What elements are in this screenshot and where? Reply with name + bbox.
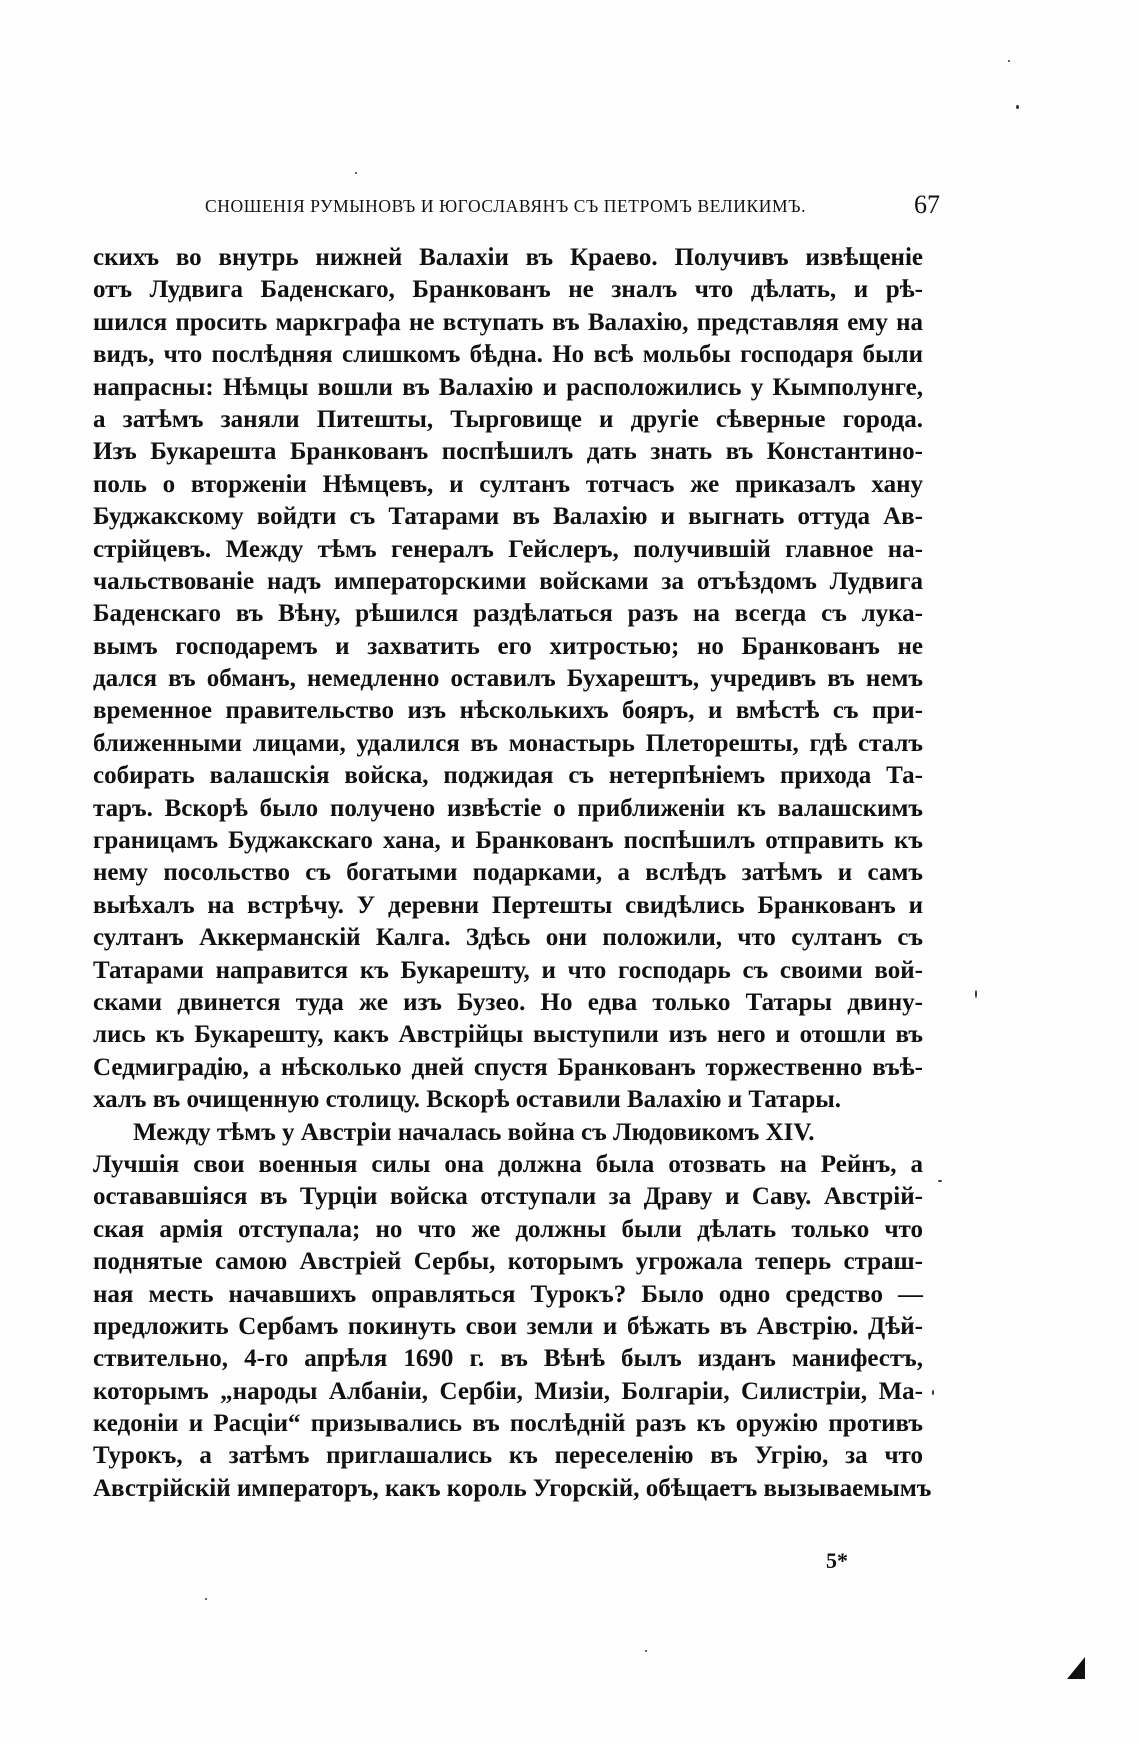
text-line: отъ Лудвига Баденскаго, Бранкованъ не зналъ что дѣлать, и рѣ- [93, 276, 923, 304]
print-speck [355, 172, 357, 174]
text-line: скихъ во внутрь нижней Валахіи въ Краево. Получивъ извѣщеніе [93, 244, 923, 271]
print-speck [975, 990, 977, 998]
text-line: выѣхалъ на встрѣчу. У деревни Пертешты свидѣлись Бранкованъ и [93, 891, 923, 919]
text-line: поль о вторженіи Нѣмцевъ, и султанъ тотчасъ же приказалъ хану [93, 470, 923, 498]
text-line: границамъ Буджакскаго хана, и Бранкованъ поспѣшилъ отправить къ [93, 827, 923, 855]
print-speck [938, 1180, 942, 1182]
text-line: сками двинется туда же изъ Бузео. Но едва только Татары двину- [93, 988, 923, 1016]
text-line: нему посольство съ богатыми подарками, а вслѣдъ затѣмъ и самъ [93, 859, 923, 887]
page-corner-mark [1067, 1657, 1085, 1679]
text-line: а затѣмъ заняли Питешты, Тырговище и другіе сѣверные города. [93, 405, 923, 433]
print-speck [932, 1390, 934, 1395]
text-line: стрійцевъ. Между тѣмъ генералъ Гейслеръ, получившій главное на- [93, 535, 923, 563]
text-line: Баденскаго въ Вѣну, рѣшился раздѣлаться разъ на всегда съ лука- [93, 600, 923, 628]
text-line: остававшіяся въ Турціи войска отступали за Драву и Саву. Австрій- [93, 1183, 923, 1211]
print-speck [1008, 60, 1010, 62]
running-title: СНОШЕНІЯ РУМЫНОВЪ И ЮГОСЛАВЯНЪ СЪ ПЕТРОМЪ ВЕЛИКИМЪ. [205, 196, 807, 216]
text-line: временное правительство изъ нѣсколькихъ бояръ, и вмѣстѣ съ при- [93, 697, 923, 725]
text-line: халъ въ очищенную столицу. Вскорѣ оставили Валахію и Татары. [93, 1086, 842, 1114]
text-line: ствительно, 4-го апрѣля 1690 г. въ Вѣнѣ былъ изданъ манифестъ, [93, 1345, 923, 1373]
text-line: собирать валашскія войска, поджидая съ нетерпѣніемъ прихода Та- [93, 762, 923, 790]
body-text [93, 242, 932, 1505]
text-line: Между тѣмъ у Австріи началась война съ Людовикомъ XIV. [133, 1118, 815, 1146]
text-line: Австрійскій императоръ, какъ король Угорскій, обѣщаетъ вызываемымъ [93, 1474, 932, 1502]
text-line: Седмиградію, а нѣсколько дней спустя Бранкованъ торжественно въѣ- [93, 1053, 923, 1081]
page-number: 67 [914, 190, 940, 219]
text-line: Изъ Букарешта Бранкованъ поспѣшилъ дать знать въ Константино- [93, 438, 923, 466]
text-line: напрасны: Нѣмцы вошли въ Валахію и расположились у Кымполунге, [93, 373, 923, 401]
text-line: вымъ господаремъ и захватить его хитростью; но Бранкованъ не [93, 632, 923, 660]
text-line: кедоніи и Расціи“ призывались въ послѣдній разъ къ оружію противъ [93, 1410, 923, 1438]
print-speck [205, 1598, 207, 1600]
text-line: чальствованіе надъ императорскими войсками за отъѣздомъ Лудвига [93, 567, 923, 595]
running-head [205, 190, 940, 226]
text-line: лись къ Букарешту, какъ Австрійцы выступили изъ него и отошли въ [93, 1021, 923, 1049]
print-speck [645, 1650, 647, 1652]
text-line: ближенными лицами, удалился въ монастырь Плеторешты, гдѣ сталъ [93, 729, 923, 757]
text-line: Буджакскому войдти съ Татарами въ Валахію и выгнать оттуда Ав- [93, 503, 923, 531]
text-line: видъ, что послѣдняя слишкомъ бѣдна. Но всѣ мольбы господаря были [93, 341, 923, 369]
text-line: которымъ „народы Албаніи, Сербіи, Мизіи, Болгаріи, Силистріи, Ма- [93, 1377, 923, 1405]
text-line: таръ. Вскорѣ было получено извѣстіе о приближеніи къ валашскимъ [93, 794, 923, 822]
printer-signature-mark: 5* [826, 1548, 848, 1573]
text-line: ная месть начавшихъ оправляться Турокъ? Было одно средство — [93, 1280, 923, 1308]
text-line: Турокъ, а затѣмъ приглашались къ переселенію въ Угрію, за что [93, 1442, 923, 1470]
text-line: Лучшія свои военныя силы она должна была отозвать на Рейнъ, а [93, 1150, 923, 1178]
text-line: поднятые самою Австріей Сербы, которымъ угрожала теперь страш- [93, 1248, 923, 1276]
text-line: султанъ Аккерманскій Калга. Здѣсь они положили, что султанъ съ [93, 924, 923, 952]
print-speck [1016, 105, 1019, 109]
text-line: шился просить маркграфа не вступать въ Валахію, представляя ему на [93, 308, 923, 336]
text-line: Татарами направится къ Букарешту, и что господарь съ своими вой- [93, 956, 923, 984]
text-line: ская армія отступала; но что же должны были дѣлать только что [93, 1215, 923, 1243]
text-line: дался въ обманъ, немедленно оставилъ Бухарештъ, учредивъ въ немъ [93, 665, 923, 693]
text-line: предложить Сербамъ покинуть свои земли и бѣжать въ Австрію. Дѣй- [93, 1312, 923, 1340]
